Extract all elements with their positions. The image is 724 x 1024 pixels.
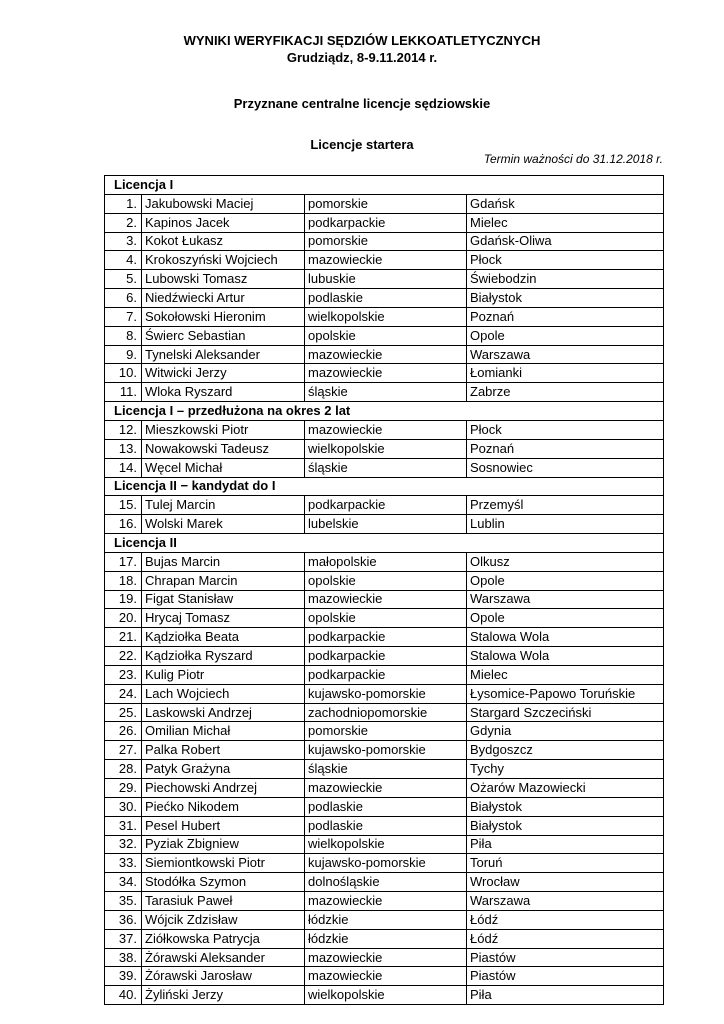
- table-row: [105, 684, 664, 703]
- person-name: Wójcik Zdzisław: [142, 910, 305, 929]
- row-number: 10.: [105, 364, 142, 383]
- city-cell: Warszawa: [467, 345, 664, 364]
- region-cell: opolskie: [305, 609, 467, 628]
- person-name: Żórawski Aleksander: [142, 948, 305, 967]
- city-cell: Olkusz: [467, 552, 664, 571]
- section-label: Licencja I – przedłużona na okres 2 lat: [105, 402, 664, 421]
- region-cell: podkarpackie: [305, 628, 467, 647]
- person-name: Ziółkowska Patrycja: [142, 929, 305, 948]
- row-number: 8.: [105, 326, 142, 345]
- person-name: Nowakowski Tadeusz: [142, 439, 305, 458]
- city-cell: Lublin: [467, 515, 664, 534]
- city-cell: Opole: [467, 326, 664, 345]
- city-cell: Piła: [467, 835, 664, 854]
- city-cell: Poznań: [467, 307, 664, 326]
- row-number: 19.: [105, 590, 142, 609]
- row-number: 13.: [105, 439, 142, 458]
- person-name: Żyliński Jerzy: [142, 986, 305, 1005]
- row-number: 1.: [105, 194, 142, 213]
- row-number: 24.: [105, 684, 142, 703]
- person-name: Sokołowski Hieronim: [142, 307, 305, 326]
- row-number: 22.: [105, 647, 142, 666]
- city-cell: Łódź: [467, 910, 664, 929]
- person-name: Węcel Michał: [142, 458, 305, 477]
- row-number: 14.: [105, 458, 142, 477]
- row-number: 34.: [105, 873, 142, 892]
- region-cell: kujawsko-pomorskie: [305, 684, 467, 703]
- city-cell: Toruń: [467, 854, 664, 873]
- row-number: 37.: [105, 929, 142, 948]
- region-cell: podlaskie: [305, 816, 467, 835]
- row-number: 26.: [105, 722, 142, 741]
- table-row: [105, 873, 664, 892]
- city-cell: Przemyśl: [467, 496, 664, 515]
- city-cell: Piastów: [467, 948, 664, 967]
- row-number: 30.: [105, 797, 142, 816]
- region-cell: mazowieckie: [305, 779, 467, 798]
- region-cell: opolskie: [305, 326, 467, 345]
- table-row: [105, 835, 664, 854]
- row-number: 7.: [105, 307, 142, 326]
- person-name: Lubowski Tomasz: [142, 270, 305, 289]
- table-row: [105, 703, 664, 722]
- person-name: Laskowski Andrzej: [142, 703, 305, 722]
- region-cell: mazowieckie: [305, 948, 467, 967]
- row-number: 29.: [105, 779, 142, 798]
- city-cell: Płock: [467, 251, 664, 270]
- person-name: Świerc Sebastian: [142, 326, 305, 345]
- person-name: Siemiontkowski Piotr: [142, 854, 305, 873]
- region-cell: opolskie: [305, 571, 467, 590]
- row-number: 39.: [105, 967, 142, 986]
- city-cell: Opole: [467, 609, 664, 628]
- person-name: Mieszkowski Piotr: [142, 420, 305, 439]
- row-number: 28.: [105, 760, 142, 779]
- table-row: [105, 364, 664, 383]
- table-row: [105, 722, 664, 741]
- document-title: WYNIKI WERYFIKACJI SĘDZIÓW LEKKOATLETYCZNYCH: [183, 33, 541, 48]
- person-name: Figat Stanisław: [142, 590, 305, 609]
- table-row: [105, 609, 664, 628]
- person-name: Kulig Piotr: [142, 665, 305, 684]
- region-cell: kujawsko-pomorskie: [305, 741, 467, 760]
- region-cell: podlaskie: [305, 289, 467, 308]
- person-name: Kokot Łukasz: [142, 232, 305, 251]
- person-name: Chrapan Marcin: [142, 571, 305, 590]
- table-row: [105, 232, 664, 251]
- row-number: 25.: [105, 703, 142, 722]
- person-name: Tynelski Aleksander: [142, 345, 305, 364]
- region-cell: wielkopolskie: [305, 986, 467, 1005]
- region-cell: mazowieckie: [305, 251, 467, 270]
- region-cell: mazowieckie: [305, 590, 467, 609]
- city-cell: Piastów: [467, 967, 664, 986]
- city-cell: Stalowa Wola: [467, 628, 664, 647]
- row-number: 2.: [105, 213, 142, 232]
- region-cell: lubelskie: [305, 515, 467, 534]
- table-row: [105, 779, 664, 798]
- person-name: Tarasiuk Paweł: [142, 892, 305, 911]
- person-name: Żórawski Jarosław: [142, 967, 305, 986]
- person-name: Krokoszyński Wojciech: [142, 251, 305, 270]
- row-number: 38.: [105, 948, 142, 967]
- person-name: Tulej Marcin: [142, 496, 305, 515]
- city-cell: Łomianki: [467, 364, 664, 383]
- person-name: Kapinos Jacek: [142, 213, 305, 232]
- region-cell: podlaskie: [305, 797, 467, 816]
- table-section-header: [105, 176, 664, 195]
- row-number: 20.: [105, 609, 142, 628]
- table-row: [105, 647, 664, 666]
- person-name: Patyk Grażyna: [142, 760, 305, 779]
- section-label: Licencja II: [105, 534, 664, 553]
- region-cell: mazowieckie: [305, 345, 467, 364]
- table-row: [105, 929, 664, 948]
- city-cell: Wrocław: [467, 873, 664, 892]
- table-row: [105, 251, 664, 270]
- table-row: [105, 439, 664, 458]
- table-row: [105, 816, 664, 835]
- region-cell: wielkopolskie: [305, 439, 467, 458]
- region-cell: łódzkie: [305, 910, 467, 929]
- table-row: [105, 515, 664, 534]
- table-row: [105, 854, 664, 873]
- table-row: [105, 213, 664, 232]
- city-cell: Piła: [467, 986, 664, 1005]
- city-cell: Gdynia: [467, 722, 664, 741]
- table-row: [105, 986, 664, 1005]
- city-cell: Białystok: [467, 797, 664, 816]
- city-cell: Łódź: [467, 929, 664, 948]
- document-subtitle: Przyznane centralne licencje sędziowskie: [233, 96, 491, 111]
- row-number: 17.: [105, 552, 142, 571]
- table-row: [105, 892, 664, 911]
- row-number: 16.: [105, 515, 142, 534]
- person-name: Wloka Ryszard: [142, 383, 305, 402]
- section-label: Licencja II − kandydat do I: [105, 477, 664, 496]
- city-cell: Ożarów Mazowiecki: [467, 779, 664, 798]
- region-cell: kujawsko-pomorskie: [305, 854, 467, 873]
- region-cell: śląskie: [305, 760, 467, 779]
- city-cell: Gdańsk-Oliwa: [467, 232, 664, 251]
- row-number: 23.: [105, 665, 142, 684]
- city-cell: Stargard Szczeciński: [467, 703, 664, 722]
- table-row: [105, 741, 664, 760]
- region-cell: pomorskie: [305, 194, 467, 213]
- region-cell: pomorskie: [305, 722, 467, 741]
- licences-table-body: [105, 176, 664, 1005]
- document-date-place: Grudziądz, 8-9.11.2014 r.: [286, 50, 438, 65]
- region-cell: pomorskie: [305, 232, 467, 251]
- region-cell: mazowieckie: [305, 892, 467, 911]
- region-cell: wielkopolskie: [305, 307, 467, 326]
- region-cell: mazowieckie: [305, 420, 467, 439]
- city-cell: Sosnowiec: [467, 458, 664, 477]
- city-cell: Poznań: [467, 439, 664, 458]
- row-number: 27.: [105, 741, 142, 760]
- table-row: [105, 496, 664, 515]
- city-cell: Płock: [467, 420, 664, 439]
- person-name: Jakubowski Maciej: [142, 194, 305, 213]
- person-name: Pyziak Zbigniew: [142, 835, 305, 854]
- city-cell: Opole: [467, 571, 664, 590]
- table-section-header: [105, 402, 664, 421]
- person-name: Kądziołka Ryszard: [142, 647, 305, 666]
- person-name: Pesel Hubert: [142, 816, 305, 835]
- table-row: [105, 628, 664, 647]
- table-row: [105, 948, 664, 967]
- table-section-header: [105, 477, 664, 496]
- row-number: 4.: [105, 251, 142, 270]
- table-row: [105, 665, 664, 684]
- row-number: 6.: [105, 289, 142, 308]
- person-name: Stodółka Szymon: [142, 873, 305, 892]
- region-cell: mazowieckie: [305, 364, 467, 383]
- city-cell: Świebodzin: [467, 270, 664, 289]
- region-cell: dolnośląskie: [305, 873, 467, 892]
- person-name: Niedźwiecki Artur: [142, 289, 305, 308]
- region-cell: podkarpackie: [305, 496, 467, 515]
- table-row: [105, 910, 664, 929]
- row-number: 3.: [105, 232, 142, 251]
- region-cell: śląskie: [305, 383, 467, 402]
- region-cell: mazowieckie: [305, 967, 467, 986]
- region-cell: małopolskie: [305, 552, 467, 571]
- table-row: [105, 797, 664, 816]
- person-name: Piećko Nikodem: [142, 797, 305, 816]
- table-row: [105, 194, 664, 213]
- row-number: 18.: [105, 571, 142, 590]
- city-cell: Mielec: [467, 213, 664, 232]
- region-cell: lubuskie: [305, 270, 467, 289]
- table-row: [105, 345, 664, 364]
- table-section-header: [105, 534, 664, 553]
- row-number: 31.: [105, 816, 142, 835]
- city-cell: Białystok: [467, 816, 664, 835]
- region-cell: zachodniopomorskie: [305, 703, 467, 722]
- licences-table: [104, 175, 664, 1005]
- person-name: Witwicki Jerzy: [142, 364, 305, 383]
- person-name: Piechowski Andrzej: [142, 779, 305, 798]
- table-row: [105, 420, 664, 439]
- row-number: 35.: [105, 892, 142, 911]
- city-cell: Bydgoszcz: [467, 741, 664, 760]
- row-number: 21.: [105, 628, 142, 647]
- row-number: 11.: [105, 383, 142, 402]
- person-name: Wolski Marek: [142, 515, 305, 534]
- city-cell: Gdańsk: [467, 194, 664, 213]
- row-number: 5.: [105, 270, 142, 289]
- row-number: 12.: [105, 420, 142, 439]
- row-number: 40.: [105, 986, 142, 1005]
- table-row: [105, 307, 664, 326]
- city-cell: Warszawa: [467, 590, 664, 609]
- validity-note: Termin ważności do 31.12.2018 r.: [483, 152, 663, 166]
- region-cell: podkarpackie: [305, 213, 467, 232]
- city-cell: Łysomice-Papowo Toruńskie: [467, 684, 664, 703]
- city-cell: Białystok: [467, 289, 664, 308]
- person-name: Omilian Michał: [142, 722, 305, 741]
- region-cell: śląskie: [305, 458, 467, 477]
- city-cell: Stalowa Wola: [467, 647, 664, 666]
- section-label: Licencja I: [105, 176, 664, 195]
- row-number: 15.: [105, 496, 142, 515]
- table-row: [105, 270, 664, 289]
- city-cell: Tychy: [467, 760, 664, 779]
- person-name: Kądziołka Beata: [142, 628, 305, 647]
- row-number: 32.: [105, 835, 142, 854]
- section-title: Licencje startera: [310, 137, 414, 152]
- row-number: 36.: [105, 910, 142, 929]
- table-row: [105, 760, 664, 779]
- person-name: Hrycaj Tomasz: [142, 609, 305, 628]
- city-cell: Warszawa: [467, 892, 664, 911]
- row-number: 9.: [105, 345, 142, 364]
- region-cell: podkarpackie: [305, 647, 467, 666]
- person-name: Bujas Marcin: [142, 552, 305, 571]
- region-cell: łódzkie: [305, 929, 467, 948]
- table-row: [105, 326, 664, 345]
- region-cell: podkarpackie: [305, 665, 467, 684]
- table-row: [105, 967, 664, 986]
- city-cell: Mielec: [467, 665, 664, 684]
- table-row: [105, 289, 664, 308]
- city-cell: Zabrze: [467, 383, 664, 402]
- person-name: Lach Wojciech: [142, 684, 305, 703]
- table-row: [105, 552, 664, 571]
- person-name: Palka Robert: [142, 741, 305, 760]
- region-cell: wielkopolskie: [305, 835, 467, 854]
- row-number: 33.: [105, 854, 142, 873]
- table-row: [105, 458, 664, 477]
- table-row: [105, 590, 664, 609]
- table-row: [105, 571, 664, 590]
- table-row: [105, 383, 664, 402]
